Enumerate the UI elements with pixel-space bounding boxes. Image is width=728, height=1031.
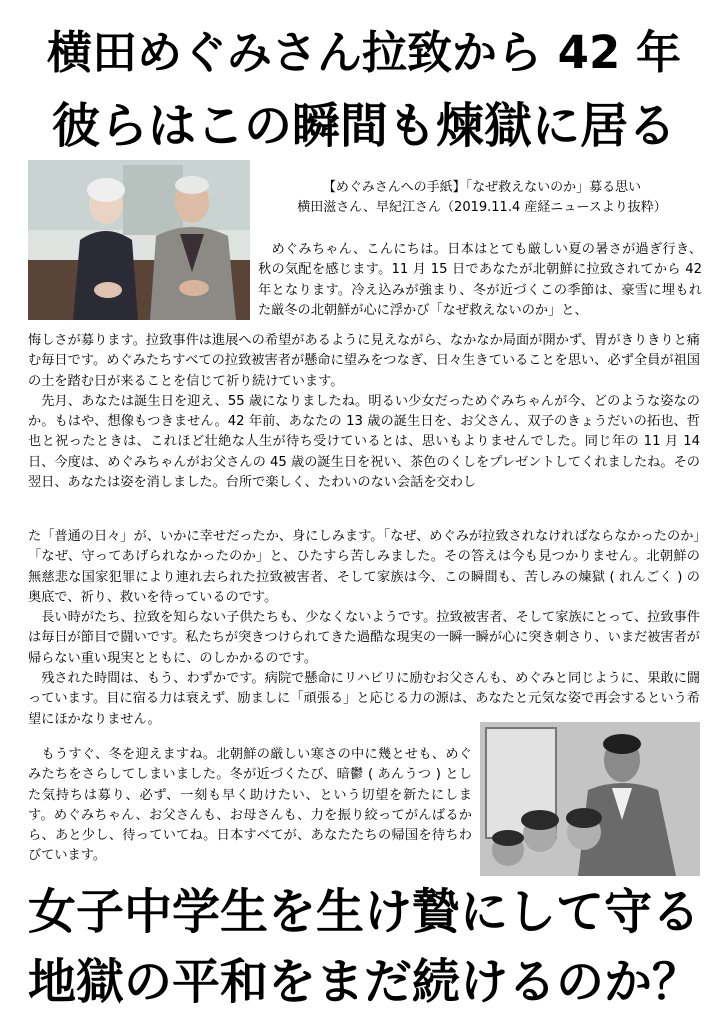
letter-paragraph-bottom bbox=[28, 745, 472, 867]
photo-family-archive bbox=[480, 722, 700, 876]
letter-text: 残された時間は、もう、わずかです。病院で懸命にリハビリに励むお父さんも、めぐみと同じように、果敢に闘っています。目に宿る力は衰えず、励ましに「頑張る」と応じる力の源は、あなたと元気な姿で再会するという希望にほかなりません。 bbox=[28, 671, 700, 727]
headline-bottom-2: 地獄の平和をまだ続けるのか？ bbox=[27, 954, 700, 1010]
letter-text: めぐみちゃん、こんにちは。日本はとても厳しい夏の暑さが過ぎ行き、秋の気配を感じます。11 月 15 日であなたが北朝鮮に拉致されてから 42 年となります。冷え込みが強まり、冬が近づくこの季節は、豪雪に埋もれた厳冬の北朝鮮が心に浮かび「なぜ救えないのか」と、 bbox=[258, 242, 702, 318]
letter-text: 先月、あなたは誕生日を迎え、55 歳になりましたね。明るい少女だっためぐみちゃんが今、どのような姿なのか。もはや、想像もつきません。42 年前、あなたの 13 歳の誕生日を、お父さん、双子のきょうだいの拓也、哲也と祝ったときは、これほど壮絶な人生が待ち受けているとは、思いもよりませんでした。同じ年の 11 月 14 日、今度は、めぐみちゃんがお父さんの 45 歳の誕生日を祝い、茶色のくしをプレゼントしてくれましたね。その翌日、あなたは姿を消しました。台所で楽しく、たわいのない会話を交わし bbox=[28, 393, 700, 491]
letter-text: 悔しさが募ります。拉致事件は進展への希望があるように見えながら、なかなか局面が開かず、胃がきりきりと痛む毎日です。めぐみたちすべての拉致被害者が懸命に望みをつなぎ、日々生きていることを思い、必ず全員が祖国の土を踏む日が来ることを信じて祈り続けています。 bbox=[28, 333, 700, 389]
caption-title: 【めぐみさんへの手紙】「なぜ救えないのか」募る思い bbox=[322, 180, 642, 195]
letter-paragraph-top bbox=[258, 240, 702, 321]
letter-text: 長い時がたち、拉致を知らない子供たちも、少なくないようです。拉致被害者、そして家族にとって、拉致事件は毎日が節目で闘いです。私たちが突きつけられてきた過酷な現実の一瞬一瞬が心に突き刺さり、いまだ被害者が帰らない重い現実とともに、のしかかるのです。 bbox=[28, 610, 700, 666]
letter-text: た「普通の日々」が、いかに幸せだったか、身にしみます。「なぜ、めぐみが拉致されなければならなかったのか」「なぜ、守ってあげられなかったのか」と、ひたすら苦しみました。その答えは今も見つかりません。北朝鮮の無慈悲な国家犯罪により連れ去られた拉致被害者、そして家族は今、この瞬間も、苦しみの煉獄 ( れんごく ) の奥底で、祈り、救いを待っているのです。 bbox=[28, 529, 700, 605]
headline-top: 横田めぐみさん拉致から 42 年 bbox=[47, 26, 681, 79]
photo-family-archive-illustration bbox=[480, 722, 700, 876]
letter-paragraph-lower bbox=[28, 527, 700, 730]
caption-source: 横田滋さん、早紀江さん（2019.11.4 産経ニュースより抜粋） bbox=[297, 200, 667, 215]
headline-bottom-1: 女子中学生を生け贄にして守る bbox=[27, 884, 700, 940]
photo-yokota-couple-illustration bbox=[28, 160, 250, 320]
headline-subtitle: 彼らはこの瞬間も煉獄に居る bbox=[51, 98, 676, 154]
letter-text: もうすぐ、冬を迎えますね。北朝鮮の厳しい寒さの中に幾とせも、めぐみたちをさらしてしまいました。冬が近づくたび、暗鬱 ( あんうつ ) とした気持ちは募り、必ず、一刻も早く助けたい、という切望を新たにします。めぐみちゃん、お父さんも、お母さんも、力を振り絞ってがんばるから、あと少し、待っていてね。日本すべてが、あなたたちの帰国を待ちわびています。 bbox=[28, 747, 472, 864]
letter-paragraph-middle bbox=[28, 331, 700, 493]
photo-yokota-couple bbox=[28, 160, 250, 320]
